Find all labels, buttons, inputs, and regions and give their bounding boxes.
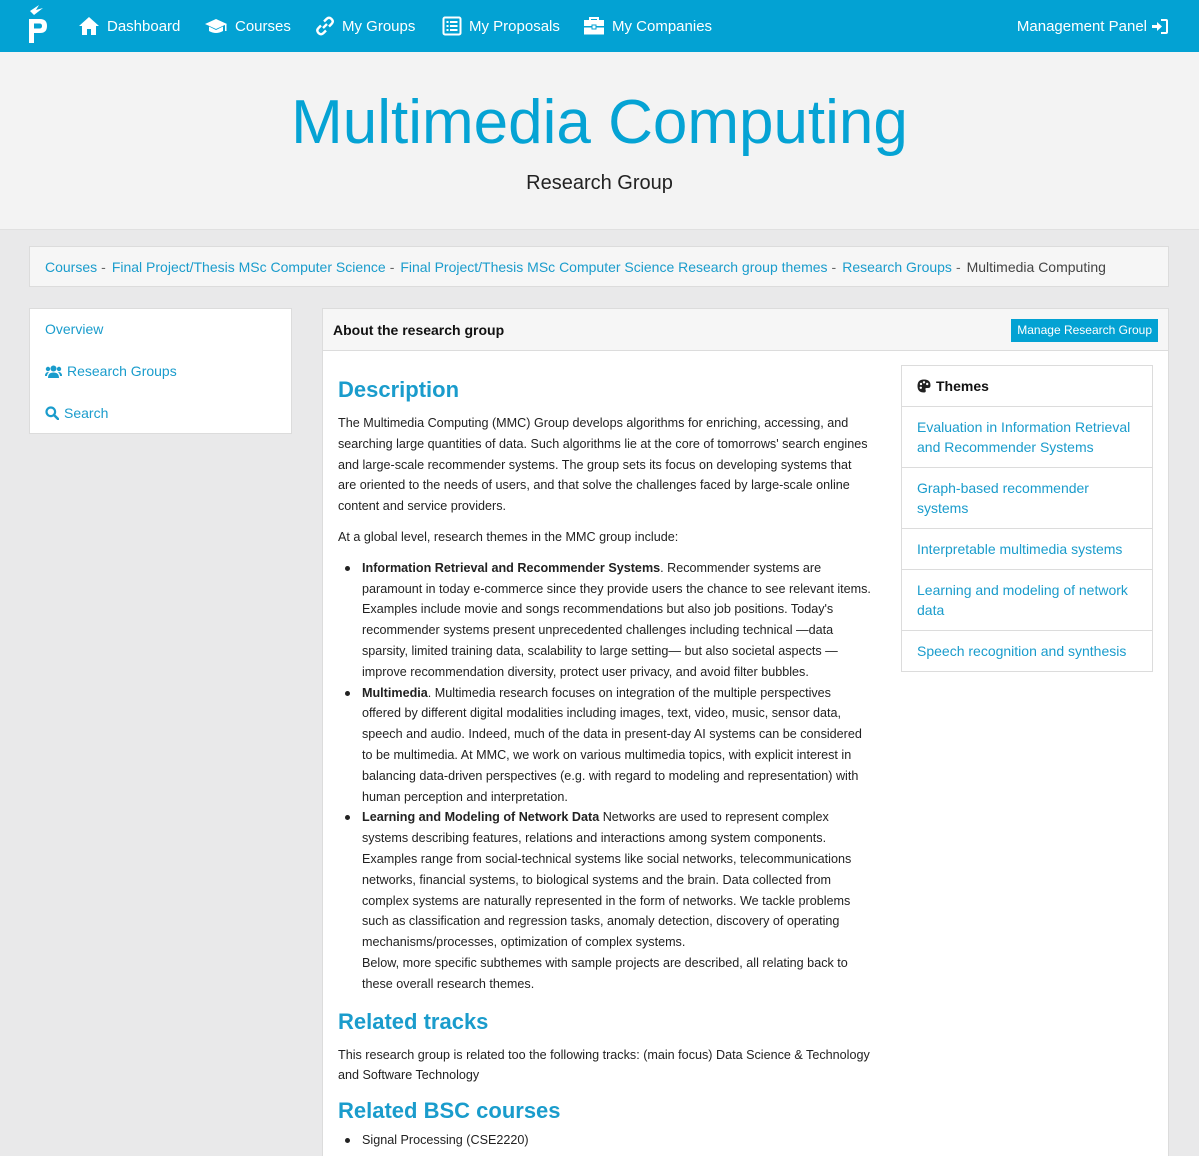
breadcrumb-separator: -: [955, 258, 961, 275]
group-content: [338, 379, 873, 1151]
theme-item[interactable]: Interpretable multimedia systems: [902, 529, 1152, 570]
bsc-courses-list: [362, 1130, 873, 1151]
themes-heading: Themes: [936, 378, 989, 394]
nav-my-proposals[interactable]: [442, 0, 560, 52]
theme-item[interactable]: Speech recognition and synthesis: [917, 643, 1127, 659]
list-item-text: Networks are used to represent complex systems describing features, relations and interactions among system components. Examples range from social-technical systems like social networks, telecommunications networks, financial systems, to biological systems and the brain. Data collected from complex systems are naturally represented in the form of networks. We tackle problems such as classification and regression tasks, anomaly detection, discovery of operating mechanisms/processes, optimization of complex systems.: [362, 810, 852, 950]
palette-icon: [917, 379, 931, 393]
list-item-title: Information Retrieval and Recommender Systems: [362, 560, 661, 575]
top-navbar: [0, 0, 1199, 52]
briefcase-icon: [583, 16, 605, 36]
nav-courses[interactable]: [204, 0, 291, 52]
breadcrumb-separator: -: [101, 258, 106, 275]
nav-my-companies-label: My Companies: [612, 17, 713, 35]
list-item: [362, 807, 873, 994]
breadcrumb-separator: -: [389, 258, 395, 275]
themes-box: [901, 365, 1153, 672]
users-icon: [45, 365, 62, 378]
link-icon: [315, 16, 335, 36]
theme-item[interactable]: Learning and modeling of network data: [902, 570, 1152, 631]
sidebar: [29, 308, 292, 434]
nav-courses-label: Courses: [235, 17, 291, 35]
breadcrumb-courses[interactable]: Courses: [45, 258, 98, 275]
breadcrumb-research-group-themes[interactable]: Final Project/Thesis MSc Computer Science Research group themes: [400, 258, 828, 275]
nav-dashboard-label: Dashboard: [107, 17, 181, 35]
themes-header: [902, 366, 1152, 407]
description-heading: Description: [338, 377, 460, 402]
sidebar-item-overview[interactable]: [45, 321, 103, 337]
sign-in-icon: [1151, 19, 1168, 34]
logo-icon[interactable]: [26, 5, 50, 43]
breadcrumb-current: Multimedia Computing: [966, 258, 1106, 275]
management-panel-link[interactable]: [1017, 0, 1175, 52]
related-tracks-text: This research group is related too the following tracks: (main focus) Data Science & Technology and Software Technology: [338, 1047, 870, 1083]
nav-my-groups[interactable]: [315, 0, 415, 52]
list-item-title: Multimedia: [362, 685, 428, 700]
page-header: [0, 52, 1199, 230]
list-item-note: Below, more specific subthemes with sample projects are described, all relating back to these overall research themes.: [362, 955, 848, 991]
breadcrumb-research-groups[interactable]: Research Groups: [842, 258, 952, 275]
list-item-title: Learning and Modeling of Network Data: [362, 810, 600, 825]
nav-my-companies[interactable]: [583, 0, 712, 52]
sidebar-item-label: Search: [64, 405, 109, 421]
list-item-text: . Multimedia research focuses on integration of the multiple perspectives offered by different digital modalities including images, text, video, music, sensor data, speech and audio. Indeed, much of the data in present-day AI systems can be considered to be multimedia. At MMC, we work on various multimedia topics, with explicit interest in balancing data-driven perspectives (e.g. with regard to modeling and representation) with human perception and interpretation.: [362, 685, 862, 804]
related-bsc-heading: Related BSC courses: [338, 1098, 561, 1124]
sidebar-item-research-groups[interactable]: [45, 363, 177, 379]
breadcrumb-final-project[interactable]: Final Project/Thesis MSc Computer Science: [111, 258, 386, 275]
management-panel-label: Management Panel: [1016, 17, 1147, 35]
nav-my-groups-label: My Groups: [342, 17, 416, 35]
home-icon: [78, 16, 100, 36]
nav-my-proposals-label: My Proposals: [469, 17, 560, 35]
page-subtitle: Research Group: [526, 172, 673, 194]
manage-research-group-button[interactable]: Manage Research Group: [1011, 319, 1158, 342]
search-icon: [45, 406, 59, 420]
page-title: Multimedia Computing: [291, 88, 908, 157]
research-group-panel: [322, 308, 1169, 1156]
list-item-text: . Recommender systems are paramount in today e-commerce since they provide users the chance to see relevant items. Examples include movie and songs recommendations but also job positions. Today's recommender systems present unprecedented challenges including technical —data sparsity, limited training data, scalability to large setting— but also societal aspects —improve recommendation diversity, protect user privacy, and avoid filter bubbles.: [362, 560, 871, 679]
list-icon: [442, 16, 462, 36]
sidebar-item-label: Overview: [45, 321, 104, 337]
graduation-cap-icon: [204, 17, 228, 35]
description-lead: At a global level, research themes in the MMC group include:: [338, 529, 679, 544]
breadcrumb: [29, 246, 1169, 287]
theme-item[interactable]: Graph-based recommender systems: [902, 468, 1152, 529]
panel-title: About the research group: [333, 322, 505, 338]
nav-dashboard[interactable]: [78, 0, 180, 52]
theme-item[interactable]: Evaluation in Information Retrieval and Recommender Systems: [902, 407, 1152, 468]
breadcrumb-separator: -: [831, 258, 837, 275]
list-item: [362, 558, 873, 683]
related-tracks-heading: Related tracks: [338, 1008, 489, 1034]
sidebar-item-search[interactable]: [45, 405, 108, 421]
themes-list: [362, 558, 873, 995]
list-item: Signal Processing (CSE2220): [362, 1130, 873, 1151]
sidebar-item-label: Research Groups: [67, 363, 177, 379]
list-item: [362, 683, 873, 808]
panel-header: [323, 309, 1168, 351]
description-intro: The Multimedia Computing (MMC) Group develops algorithms for enriching, accessing, and searching large quantities of data. Such algorithms lie at the core of tomorrows' search engines and large-scale recommender systems. The group sets its focus on developing systems that are oriented to the needs of users, and that solve the challenges faced by large-scale online content and service providers.: [338, 416, 868, 514]
